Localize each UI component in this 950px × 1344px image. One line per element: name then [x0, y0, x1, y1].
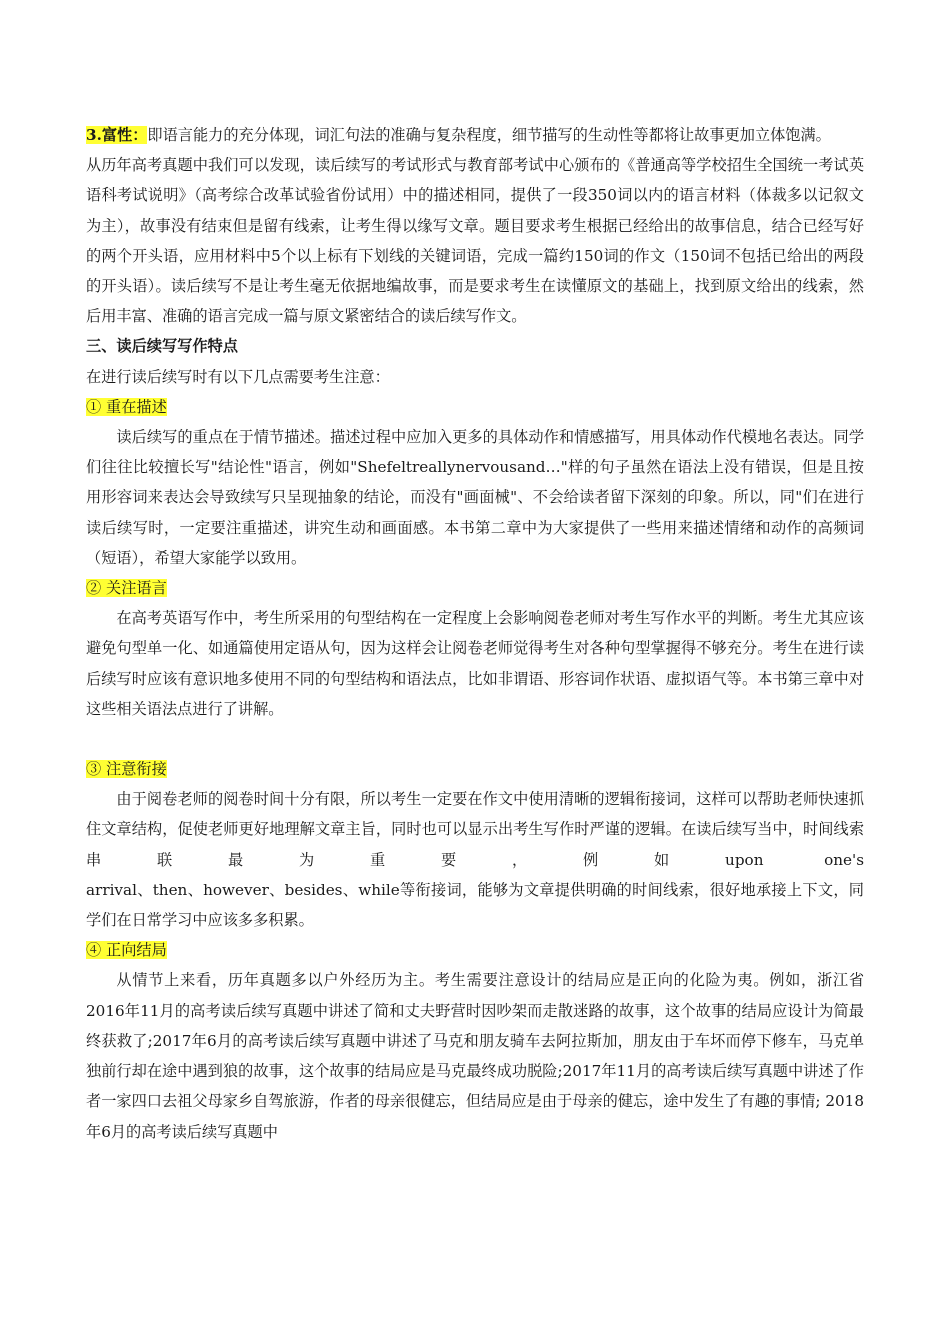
point-3-body-a	[86, 784, 864, 875]
intro-label: 3.富性：	[86, 126, 148, 144]
point-4-label: ④ 正向结局	[86, 941, 167, 960]
intro-paragraph	[86, 120, 864, 150]
point-1-label: ① 重在描述	[86, 397, 167, 416]
point-3-heading	[86, 754, 864, 784]
blank-line	[86, 724, 864, 754]
point-2-label: ② 关注语言	[86, 579, 167, 598]
point-3-body-c: arrival、then、however、besides、while等衔接词，能够为文章提供明确的时间线索，很好地承接上下文，同学们在日常学习中应该多多积累。	[86, 880, 864, 930]
point-1-body: 读后续写的重点在于情节描述。描述过程中应加入更多的具体动作和情感描写，用具体动作代模地名表达。同学们往往比较擅长写"结论性"语言，例如"Shefeltreallynervousand…"样的句子虽然在语法上没有错误，但是且按用形容词来表达会导致续写只呈现抽象的结论，而没有"画面械"、不会给读者留下深刻的印象。所以，同"们在进行读后续写时，一定要注重描述，讲究生动和画面感。本书第二章中为大家提供了一些用来描述情绪和动作的高频词（短语），希望大家能学以致用。	[86, 428, 864, 567]
point-1-heading	[86, 392, 864, 422]
exam-paragraph: 从历年高考真题中我们可以发现，读后续写的考试形式与教育部考试中心颁布的《普通高等学校招生全国统一考试英语科考试说明》（高考综合改革试验省份试用）中的描述相同，提供了一段350词以内的语言材料（体裁多以记叙文为主），故事没有结束但是留有线索，让考生得以缘写文章。题目要求考生根据已经给出的故事信息，结合已经写好的两个开头语，应用材料中5个以上标有下划线的关键词语，完成一篇约150词的作文（150词不包括已给出的两段的开头语）。读后续写不是让考生毫无依据地编故事，而是要求考生在读懂原文的基础上，找到原文给出的线索，然后用丰富、准确的语言完成一篇与原文紧密结合的读后续写作文。	[86, 156, 864, 326]
point-2-heading	[86, 573, 864, 603]
point-2-body: 在高考英语写作中，考生所采用的句型结构在一定程度上会影响阅卷老师对考生写作水平的判断。考生尤其应该避免句型单一化、如通篇使用定语从句，因为这样会让阅卷老师觉得考生对各种句型掌握得不够充分。考生在进行读后续写时应该有意识地多使用不同的句型结构和语法点，比如非谓语、形容词作状语、虚拟语气等。本书第三章中对这些相关语法点进行了讲解。	[86, 609, 864, 718]
section-title: 三、读后续写写作特点	[86, 337, 238, 356]
point-4-heading	[86, 935, 864, 965]
section-intro: 在进行读后续写时有以下几点需要考生注意：	[86, 367, 390, 386]
point-4-body: 从情节上来看，历年真题多以户外经历为主。考生需要注意设计的结局应是正向的化险为夷。例如，浙江省2016年11月的高考读后续写真题中讲述了简和丈夫野营时因吵架而走散迷路的故事，这个故事的结局应设计为简最终获救了;2017年6月的高考读后续写真题中讲述了马克和朋友骑车去阿拉斯加，朋友由于车坏而停下修车，马克单独前行却在途中遇到狼的故事，这个故事的结局应是马克最终成功脱险;2017年11月的高考读后续写真题中讲述了作者一家四口去祖父母家乡自驾旅游，作者的母亲很健忘，但结局应是由于母亲的健忘，途中发生了有趣的事情; 2018年6月的高考读后续写真题中	[86, 971, 864, 1141]
document-page	[86, 120, 864, 1147]
point-3-text-b: 在读后续写当中，时间线索串联最为重要，例如upon one's	[86, 820, 865, 869]
point-3-text-a: 由于阅卷老师的阅卷时间十分有限，所以考生一定要在作文中使用清晰的逻辑衔接词，这样可以帮助老师快速抓住文章结构，促使老师更好地理解文章主旨，同时也可以显示出考生写作时严谨的逻辑。	[86, 790, 864, 839]
point-3-label: ③ 注意衔接	[86, 760, 167, 779]
intro-text: 即语言能力的充分体现，词汇句法的准确与复杂程度，细节描写的生动性等都将让故事更加立体饱满。	[147, 126, 831, 144]
